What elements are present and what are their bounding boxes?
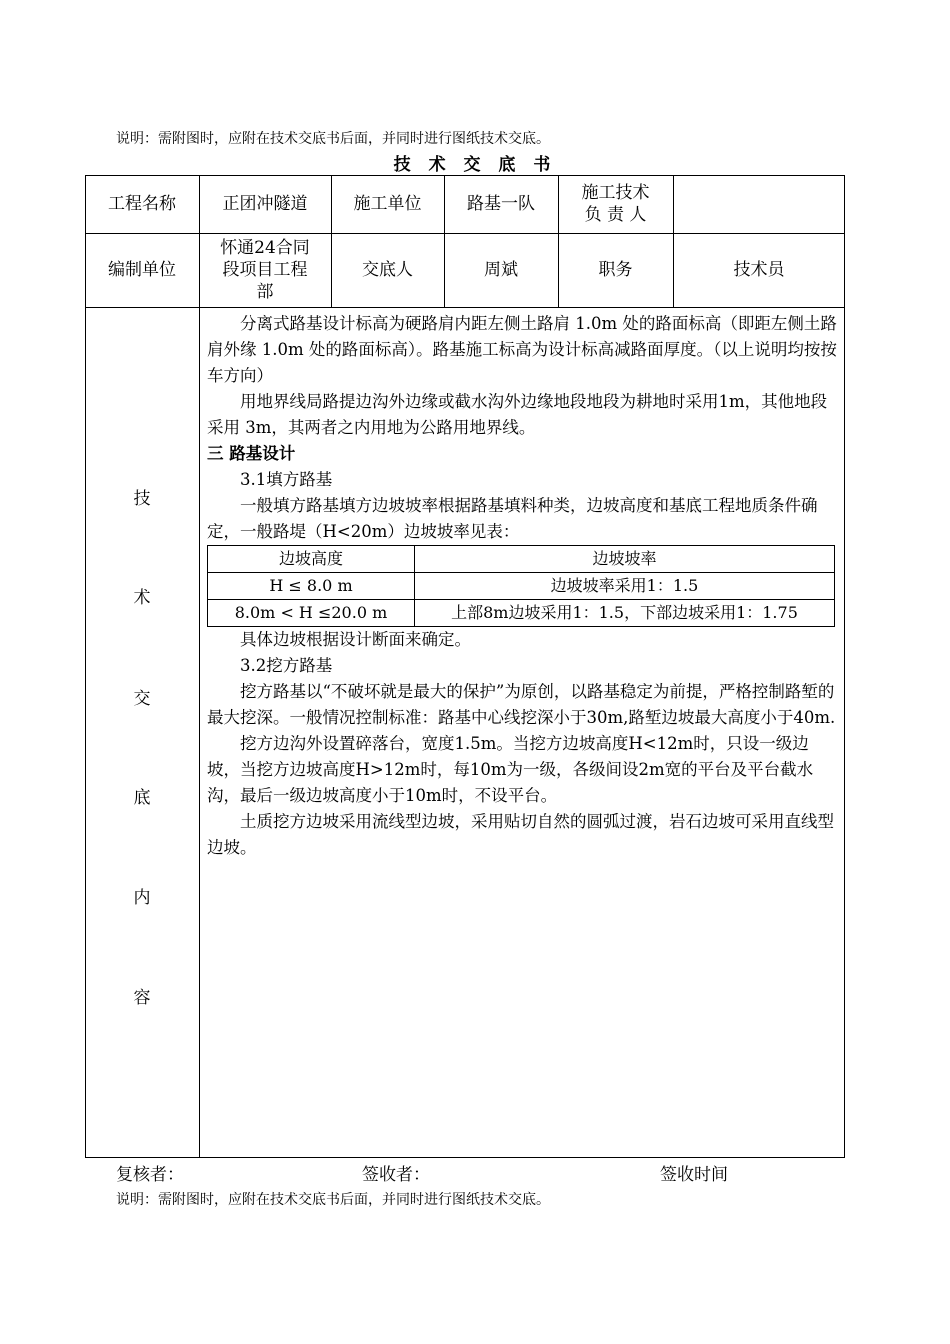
side-label-char: 容 (133, 988, 151, 1008)
sign-time-label: 签收时间 (660, 1165, 728, 1185)
side-label-char: 内 (133, 888, 151, 908)
disclosure-content (207, 311, 839, 861)
table-header-row (208, 546, 835, 573)
paragraph-land-boundary: 用地界线局路提边沟外边缘或截水沟外边缘地段地段为耕地时采用1m，其他地段采用 3m，其两者之内用地为公路用地界线。 (207, 392, 828, 437)
compile-unit-label: 编制单位 (108, 259, 176, 280)
paragraph-slope-shape: 土质挖方边坡采用流线型边坡，采用贴切自然的圆弧过渡，岩石边坡可采用直线型边坡。 (207, 812, 834, 857)
slope-ratio-table (207, 545, 835, 627)
table-header-cell: 边坡高度 (208, 546, 415, 573)
receiver-label: 签收者： (362, 1165, 430, 1185)
presenter-value: 周斌 (484, 259, 518, 280)
paragraph-cut-principle: 挖方路基以“不破坏就是最大的保护”为原创，以路基稳定为前提，严格控制路堑的最大挖深。一般情况控制标准：路基中心线挖深小于30m,路堑边坡最大高度小于40m. (207, 682, 836, 727)
table-cell: 上部8m边坡采用1：1.5，下部边坡采用1：1.75 (415, 600, 835, 627)
subsection-cut-subgrade: 3.2挖方路基 (240, 656, 333, 675)
table-row (208, 573, 835, 600)
project-name-value: 正团冲隧道 (222, 193, 308, 214)
position-value: 技术员 (733, 259, 785, 280)
construction-unit-label: 施工单位 (353, 193, 422, 214)
paragraph-elevation: 分离式路基设计标高为硬路肩内距左侧土路肩 1.0m 处的路面标高（即距左侧土路肩外缘 1.0m 处的路面标高）。路基施工标高为设计标高减路面厚度。（以上说明均按按车方向） (207, 314, 837, 385)
note-top: 说明：需附图时，应附在技术交底书后面，并同时进行图纸技术交底。 (116, 131, 550, 147)
reviewer-label: 复核者： (116, 1165, 184, 1185)
side-label-char: 技 (133, 489, 151, 509)
side-label-char: 底 (133, 788, 151, 808)
table-cell: 8.0m < H ≤20.0 m (208, 600, 415, 627)
side-label-char: 交 (133, 689, 151, 709)
paragraph-design-section: 具体边坡根据设计断面来确定。 (240, 630, 471, 649)
section-heading-subgrade-design: 三 路基设计 (207, 444, 296, 463)
paragraph-fill-slope: 一般填方路基填方边坡坡率根据路基填料种类，边坡高度和基底工程地质条件确定，一般路堤（H<20m）边坡坡率见表： (207, 496, 818, 541)
note-bottom: 说明：需附图时，应附在技术交底书后面，并同时进行图纸技术交底。 (116, 1192, 550, 1208)
col-divider-1 (199, 175, 200, 1158)
side-label-char: 术 (133, 588, 151, 608)
presenter-label: 交底人 (362, 259, 413, 280)
table-cell: H ≤ 8.0 m (208, 573, 415, 600)
project-name-label: 工程名称 (108, 193, 176, 214)
compile-unit-value: 怀通24合同 段项目工程 部 (220, 237, 310, 303)
table-row (208, 600, 835, 627)
tech-lead-value (673, 175, 845, 233)
table-cell: 边坡坡率采用1：1.5 (415, 573, 835, 600)
subsection-fill-subgrade: 3.1填方路基 (240, 470, 333, 489)
position-label: 职务 (598, 259, 633, 280)
tech-lead-label: 施工技术 负 责 人 (581, 182, 650, 225)
construction-unit-value: 路基一队 (467, 193, 535, 214)
paragraph-cut-platform: 挖方边沟外设置碎落台，宽度1.5m。当挖方边坡高度H<12m时，只设一级边坡，当挖方边坡高度H>12m时，每10m为一级，各级间设2m宽的平台及平台截水沟，最后一级边坡高度小于10m时，不设平台。 (207, 734, 814, 805)
document-title: 技 术 交 底 书 (393, 155, 557, 175)
table-header-cell: 边坡坡率 (415, 546, 835, 573)
